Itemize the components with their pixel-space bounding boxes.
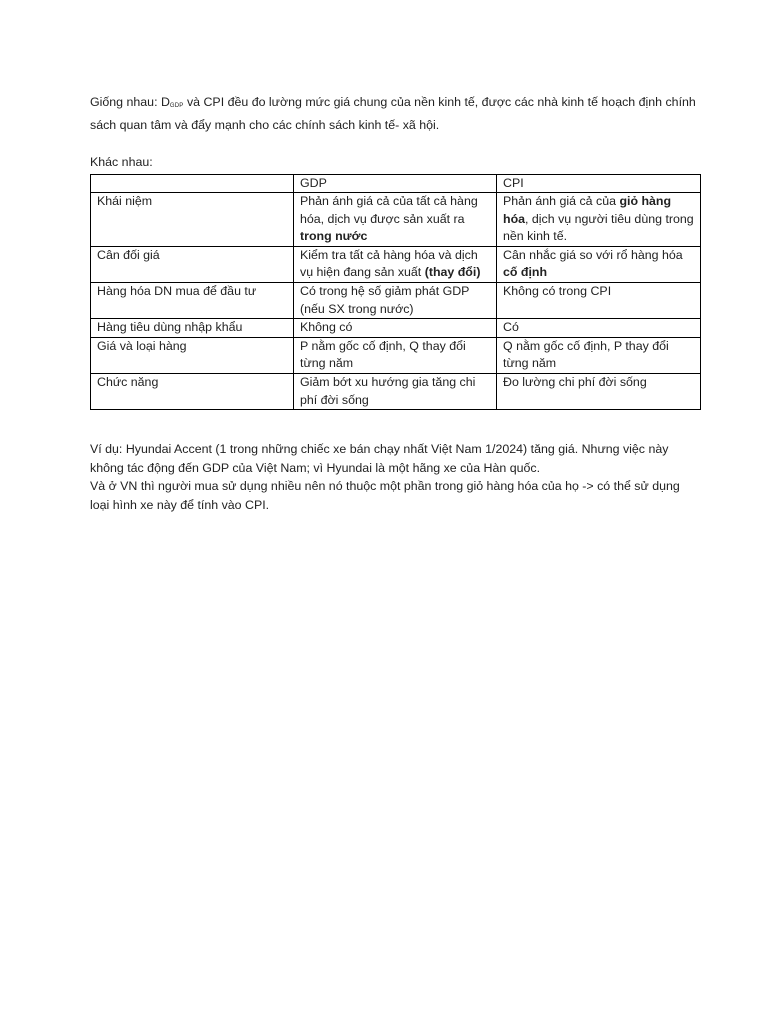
gdp-subscript: GDP [169,103,184,109]
cell-text: Có [503,320,519,335]
cell-text: Giảm bớt xu hướng gia tăng chi phí đời sống [300,375,476,407]
row-label-cell: Giá và loại hàng [91,337,294,373]
example-section [90,440,702,514]
example-paragraph-2: Và ở VN thì người mua sử dụng nhiều nên nó thuộc một phần trong giỏ hàng hóa của họ -> có thể sử dụng loại hình xe này để tính vào CPI. [90,479,680,512]
header-cell-cpi: CPI [497,174,701,193]
gdp-cell [294,283,497,319]
example-paragraph-1: Ví dụ: Hyundai Accent (1 trong những chiếc xe bán chạy nhất Việt Nam 1/2024) tăng giá. Nhưng việc này không tác động đến GDP của Việt Nam; vì Hyundai là một hãng xe của Hàn quốc. [90,442,669,475]
difference-label: Khác nhau: [90,155,153,169]
emphasis-text: giỏ hàng hóa [503,194,672,226]
cell-text: Không có [300,320,353,335]
header-cell-gdp: GDP [294,174,497,193]
cell-text: Kiểm tra tất cả hàng hóa và dịch vụ hiện đang sản xuất [300,247,478,280]
table-row [91,374,701,410]
cell-text: , dịch vụ người tiêu dùng trong nền kinh tế. [503,211,694,244]
row-label-cell: Cân đối giá [91,246,294,282]
table-row [91,193,701,247]
row-label-cell: Chức năng [91,374,294,410]
cpi-cell [497,193,701,247]
document-body [90,93,702,514]
gdp-cell [294,246,497,282]
gdp-cell [294,374,497,410]
row-label-cell: Khái niệm [91,193,294,247]
gdp-cell [294,193,497,247]
header-cell-empty [91,174,294,193]
emphasis-text: (thay đổi) [424,265,481,280]
similarity-text: và CPI đều đo lường mức giá chung của nền kinh tế, được các nhà kinh tế hoạch định chính sách quan tâm và đẩy mạnh cho các chính sách kinh tế- xã hội. [90,95,696,132]
cell-text: Phản ánh giá cả của [503,194,620,209]
cpi-cell [497,374,701,410]
cpi-cell [497,246,701,282]
emphasis-text: cố định [503,265,548,280]
table-header-row [91,174,701,193]
cpi-cell [497,319,701,338]
cell-text: Cân nhắc giá so với rổ hàng hóa [503,247,683,262]
cpi-cell [497,283,701,319]
cell-text: Có trong hệ số giảm phát GDP (nếu SX trong nước) [300,284,470,316]
cpi-cell [497,337,701,373]
table-row [91,283,701,319]
comparison-table [90,174,701,411]
cell-text: Phản ánh giá cả của tất cả hàng hóa, dịch vụ được sản xuất ra [300,194,478,226]
row-label-cell: Hàng hóa DN mua để đầu tư [91,283,294,319]
similarity-prefix: Giống nhau: D [90,95,170,109]
cell-text: P nằm gốc cố định, Q thay đổi từng năm [300,338,466,371]
cell-text: Đo lường chi phí đời sống [503,375,647,390]
cell-text: Không có trong CPI [503,284,612,299]
table-row [91,246,701,282]
gdp-cell [294,319,497,338]
cell-text: Q nằm gốc cố định, P thay đổi từng năm [503,338,669,371]
table-row [91,319,701,338]
table-row [91,337,701,373]
emphasis-text: trong nước [300,229,368,244]
gdp-cell [294,337,497,373]
row-label-cell: Hàng tiêu dùng nhập khẩu [91,319,294,338]
similarity-paragraph [90,93,702,134]
